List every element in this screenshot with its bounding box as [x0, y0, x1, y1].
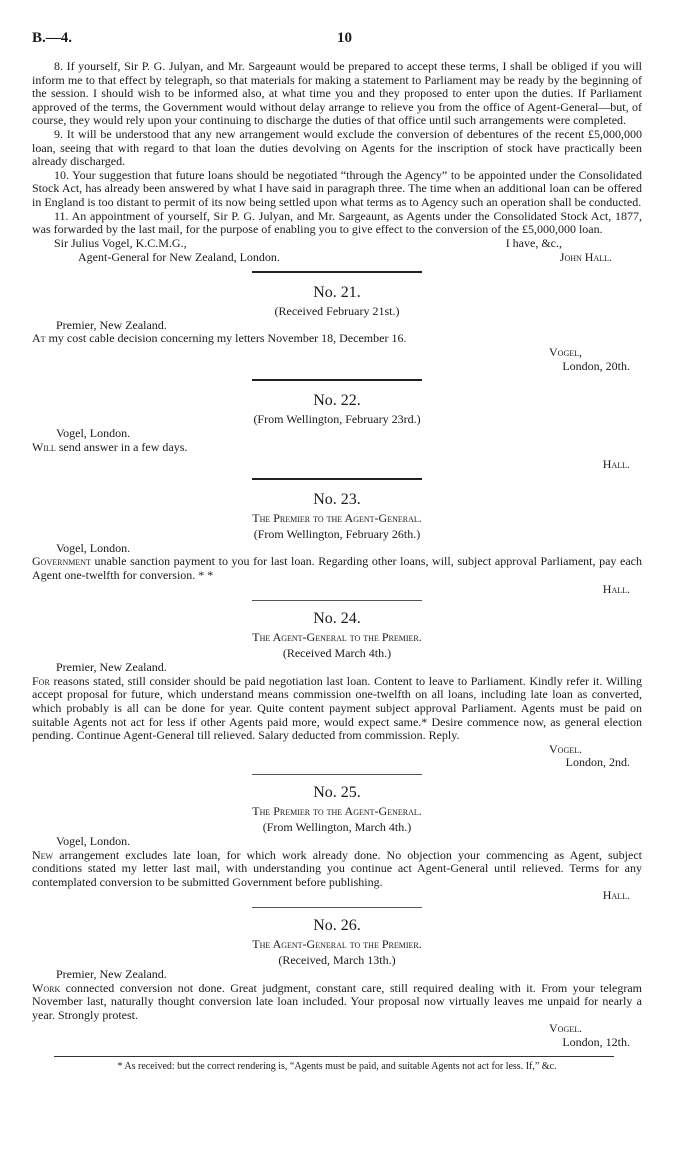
closing-row-1 — [32, 237, 642, 251]
paragraph-9: 9. It will be understood that any new arrangement would exclude the conversion of debentures of the recent £5,000,000 loan, seeing that with regard to that loan the duties devolving on Agents for the inscription of stock have practically been already discharged. — [32, 126, 642, 169]
message-address: Vogel, London. — [56, 426, 131, 441]
message-body: connected conversion not done. Great judgment, constant care, still required dealing with it. From your telegram November last, naturally thought conversion late loan included. Your proposal now virtually leaves me unpaid for nearly a year. Strongly protest. — [32, 980, 642, 1022]
page-header — [32, 32, 642, 52]
message-signature: Vogel, — [549, 344, 582, 359]
message-number: No. 25. — [313, 784, 361, 801]
message-no-23 — [32, 490, 642, 596]
message-body: unable sanction payment to you for last loan. Regarding other loans, will, subject approval Parliament, pay each Agent one-twelfth for conversion. * * — [32, 554, 642, 583]
message-signature: Vogel. — [549, 1021, 582, 1036]
message-lead-word: For — [32, 673, 50, 688]
closing-row-2 — [32, 251, 642, 265]
closing-salutation: I have, &c., — [505, 235, 562, 250]
message-heading: The Premier to the Agent-General. — [252, 510, 422, 525]
message-dateline: (Received March 4th.) — [282, 646, 392, 661]
message-number: No. 24. — [313, 610, 361, 628]
section-divider — [252, 600, 422, 601]
message-dateline: (From Wellington, March 4th.) — [262, 820, 412, 834]
message-address: Vogel, London. — [56, 834, 131, 848]
message-dateline: (From Wellington, February 23rd.) — [253, 412, 421, 427]
message-address: Vogel, London. — [56, 540, 131, 555]
message-dateline: (From Wellington, February 26th.) — [253, 526, 421, 541]
message-heading: The Premier to the Agent-General. — [252, 804, 422, 818]
section-divider — [252, 379, 422, 381]
message-signature: Hall. — [602, 457, 630, 472]
message-location: London, 2nd. — [565, 755, 630, 770]
message-body: reasons stated, still consider should be paid negotiation last loan. Content to leave to Parliament. Kindly refer it. Willing accept proposal for future, which understand means commission one-twelfth on all loans, including late loan as converted, which probably is all can be done for year. Quite content payment subject approval Parliament. Agents must be paid on suitable Agents not act for less if other Agents paid more, would expect same.* Desire commence now, as general election pending. Continue Agent-General till relieved. Salary deducted from commission. Reply. — [32, 673, 642, 743]
message-address: Premier, New Zealand. — [56, 966, 167, 981]
message-lead-word: New — [32, 847, 54, 862]
document-reference: B.—4. — [32, 30, 73, 46]
closing-signature: John Hall. — [559, 249, 612, 264]
message-lead-word: Work — [32, 980, 61, 995]
message-address: Premier, New Zealand. — [56, 660, 167, 675]
message-no-21 — [32, 283, 642, 373]
message-number: No. 22. — [313, 392, 361, 410]
message-number: No. 26. — [313, 916, 361, 934]
footnote: * As received: but the correct rendering is, “Agents must be paid, and suitable Agents not act for less. If,” &c. — [117, 1060, 557, 1072]
message-signature: Hall. — [602, 888, 630, 903]
message-body: my cost cable decision concerning my letters November 18, December 16. — [48, 331, 407, 346]
message-number: No. 23. — [313, 490, 361, 508]
message-heading: The Agent-General to the Premier. — [252, 630, 422, 645]
paragraph-8: 8. If yourself, Sir P. G. Julyan, and Mr. Sargeaunt would be prepared to accept these terms, I shall be obliged if you will inform me to that effect by telegraph, so that materials for making a statement to Parliament may be ready by the beginning of the session. I should wish to be informed also, at what time you and they proposed to enter upon the duties. If Parliament approved of the terms, the Government would without delay arrange to relieve you from the office of Agent-General—but, of course, they would rely upon your continuing to discharge the duties of that office until such arrangements were completed. — [32, 59, 642, 128]
message-lead-word: At — [32, 331, 46, 346]
document-page — [32, 32, 642, 1073]
message-no-22 — [32, 391, 642, 472]
message-address: Premier, New Zealand. — [56, 317, 167, 332]
message-location: London, 12th. — [562, 1034, 630, 1049]
message-no-25 — [32, 783, 642, 903]
message-dateline: (Received February 21st.) — [274, 303, 400, 318]
message-heading: The Agent-General to the Premier. — [252, 936, 422, 951]
message-lead-word: Will — [32, 439, 56, 454]
message-signature: Vogel. — [549, 741, 582, 756]
message-body: send answer in a few days. — [58, 439, 188, 454]
section-divider — [252, 907, 422, 908]
closing-addressee: Sir Julius Vogel, K.C.M.G., — [54, 235, 187, 250]
footnote-rule — [54, 1056, 614, 1057]
section-divider — [252, 271, 422, 273]
paragraph-11: 11. An appointment of yourself, Sir P. G. Julyan, and Mr. Sargeaunt, as Agents under the Consolidated Stock Act, 1877, was forwarded by the last mail, for the purpose of enabling you to give effect to the conversion of the £5,000,000 loan. — [32, 208, 642, 237]
message-no-26 — [32, 916, 642, 1050]
message-signature: Hall. — [602, 581, 630, 596]
closing-addressee-title: Agent-General for New Zealand, London. — [78, 249, 280, 264]
page-number: 10 — [337, 30, 352, 46]
message-no-24 — [32, 609, 642, 770]
message-number: No. 21. — [313, 283, 361, 301]
section-divider — [252, 774, 422, 775]
letter-paragraphs — [32, 60, 642, 237]
message-lead-word: Government — [32, 554, 91, 569]
section-divider — [252, 478, 422, 480]
message-body: arrangement excludes late loan, for which work already done. No objection your commencing as Agent, subject conditions stated my letter last mail, with understanding you continue act Agent-General until relieved. Terms for any contemplated conversion to be submitted Government before publishing. — [32, 847, 642, 889]
paragraph-10: 10. Your suggestion that future loans should be negotiated “through the Agency” to be appointed under the Consolidated Stock Act, has already been answered by what I have said in paragraph three. The time when an additional loan can be offered in England is too distant to permit of its now being settled upon what terms as to Agency such an operation shall be conducted. — [32, 167, 642, 209]
message-location: London, 20th. — [562, 358, 630, 373]
message-dateline: (Received, March 13th.) — [278, 952, 396, 967]
